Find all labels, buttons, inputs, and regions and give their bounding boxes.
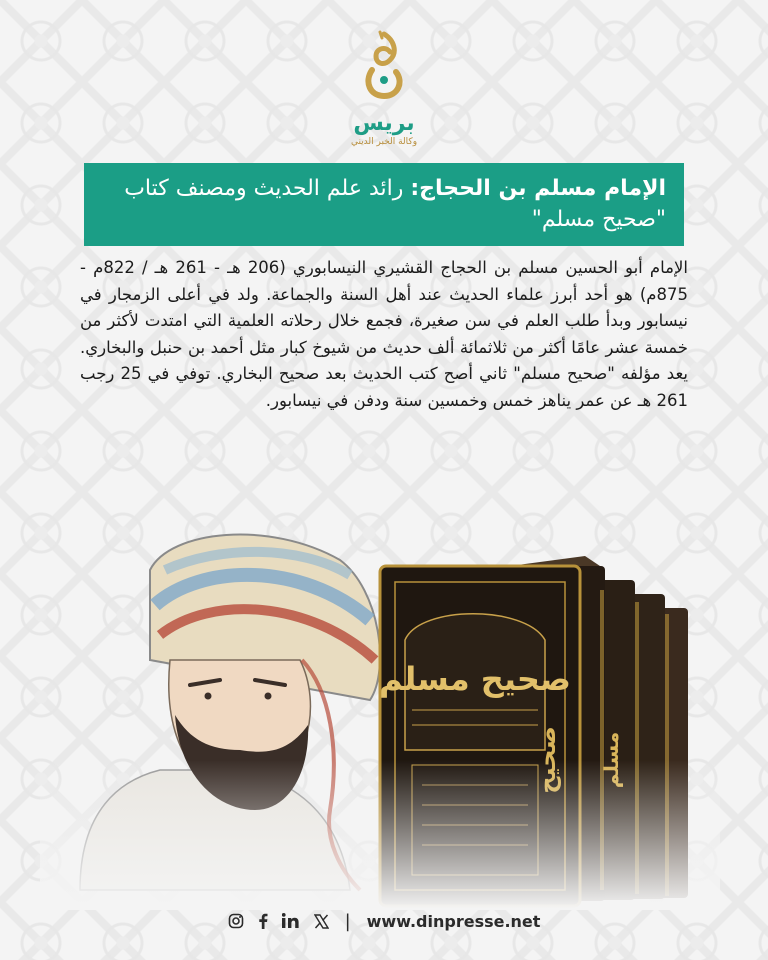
article-paragraph: الإمام أبو الحسين مسلم بن الحجاج القشيري النيسابوري (206 هـ - 261 هـ / 822م - 875م) هو أحد أبرز علماء الحديث عند أهل السنة والجماعة. ولد في أعلى الزمجار في نيسابور وبدأ طلب العلم في سن صغيرة، فجمع خلال رحلاته العلمية التي امتدت لأكثر من خمسة عشر عامًا أكثر من ثلاثمائة ألف حديث من شيوخ كبار مثل أحمد بن حنبل والبخاري. يعد مؤلفه "صحيح مسلم" ثاني أصح كتب الحديث بعد صحيح البخاري. توفي في 25 رجب 261 هـ عن عمر يناهز خمس وخمسين سنة ودفن في نيسابور. [80, 258, 688, 410]
x-icon[interactable] [314, 914, 329, 929]
website-link[interactable]: www.dinpresse.net [366, 911, 541, 931]
imam-books-illustration [40, 510, 720, 910]
social-links [228, 913, 329, 929]
linkedin-icon[interactable] [282, 913, 300, 929]
calligraphy-logo-icon [354, 30, 414, 110]
logo-name: بريس [353, 111, 415, 136]
instagram-icon[interactable] [228, 913, 244, 929]
facebook-icon[interactable] [258, 913, 268, 929]
title-banner [84, 163, 684, 246]
footer-bar [0, 905, 768, 937]
footer-separator: | [344, 910, 351, 932]
logo-tagline: وكالة الخبر الديني [350, 137, 418, 147]
title-bold: الإمام مسلم بن الحجاج: [410, 176, 666, 201]
article-body [80, 255, 688, 414]
title-rest: رائد علم الحديث ومصنف كتاب "صحيح مسلم" [124, 176, 666, 232]
brand-logo [322, 30, 446, 158]
book-cover-title: صحيح مسلم [379, 660, 571, 698]
